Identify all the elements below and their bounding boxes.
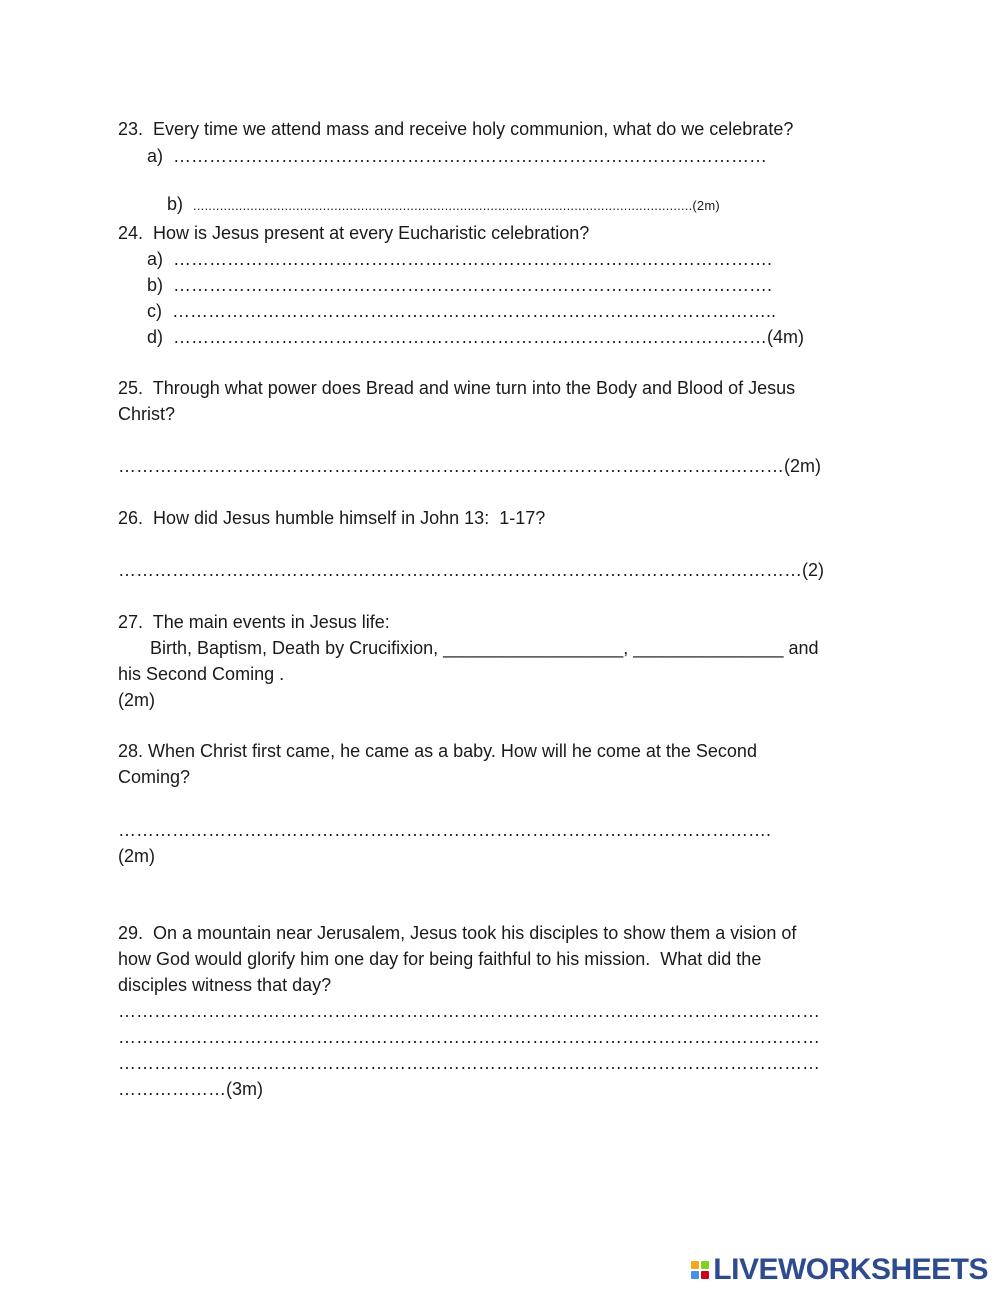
q27-text-line1: 27. The main events in Jesus life: [118, 612, 390, 632]
q23-answer-b-dots: ...................................................................................................................................(2m) [193, 198, 720, 213]
q29-text-line3: disciples witness that day? [118, 975, 332, 995]
q28-marks: (2m) [118, 846, 155, 866]
q29-answer-line3[interactable]: ……………………………………………………………………………………………………… [118, 1053, 820, 1073]
logo-square-3 [691, 1271, 699, 1279]
q29-answer-line4[interactable]: ………………(3m) [118, 1079, 263, 1099]
q29-answer-line2[interactable]: ……………………………………………………………………………………………………… [118, 1027, 820, 1047]
q24-answer-a[interactable]: a) ………………………………………………………………………………………. [147, 249, 773, 269]
q25-text-line2: Christ? [118, 404, 176, 424]
q26-text: 26. How did Jesus humble himself in John 13: 1-17? [118, 508, 546, 528]
q25-text-line1: 25. Through what power does Bread and wine turn into the Body and Blood of Jesus [118, 378, 796, 398]
q23-text: 23. Every time we attend mass and receive holy communion, what do we celebrate? [118, 119, 794, 139]
logo-square-2 [701, 1261, 709, 1269]
q24-answer-b[interactable]: b) ………………………………………………………………………………………. [147, 275, 773, 295]
q24-answer-c[interactable]: c) ……………………………………………………………………………………….. [147, 301, 776, 321]
q24-answer-d[interactable]: d) ………………………………………………………………………………………(4m) [147, 327, 804, 347]
q29-text-line2: how God would glorify him one day for being faithful to his mission. What did the [118, 949, 762, 969]
liveworksheets-logo-icon [691, 1261, 709, 1279]
q29-answer-line1[interactable]: ……………………………………………………………………………………………………… [118, 1001, 820, 1021]
logo-square-1 [691, 1261, 699, 1269]
q25-answer[interactable]: …………………………………………………………………………………………………(2m) [118, 456, 821, 476]
q29-text-line1: 29. On a mountain near Jerusalem, Jesus took his disciples to show them a vision of [118, 923, 797, 943]
q27-marks: (2m) [118, 690, 155, 710]
liveworksheets-logo [691, 1254, 988, 1286]
q24-text: 24. How is Jesus present at every Eucharistic celebration? [118, 223, 590, 243]
q26-answer[interactable]: ……………………………………………………………………………………………………(2) [118, 560, 824, 580]
liveworksheets-logo-text: LIVEWORKSHEETS [713, 1253, 988, 1286]
q27-text-line2[interactable]: Birth, Baptism, Death by Crucifixion, __________________, _______________ and [150, 638, 819, 658]
q28-text-line2: Coming? [118, 767, 191, 787]
q27-text-line3: his Second Coming . [118, 664, 285, 684]
logo-square-4 [701, 1271, 709, 1279]
q28-text-line1: 28. When Christ first came, he came as a baby. How will he come at the Second [118, 741, 757, 761]
q23-answer-a[interactable]: a) ……………………………………………………………………………………… [147, 146, 768, 166]
q28-answer[interactable]: ………………………………………………………………………………………………. [118, 820, 772, 840]
q23-answer-b-label: b) [167, 194, 184, 214]
